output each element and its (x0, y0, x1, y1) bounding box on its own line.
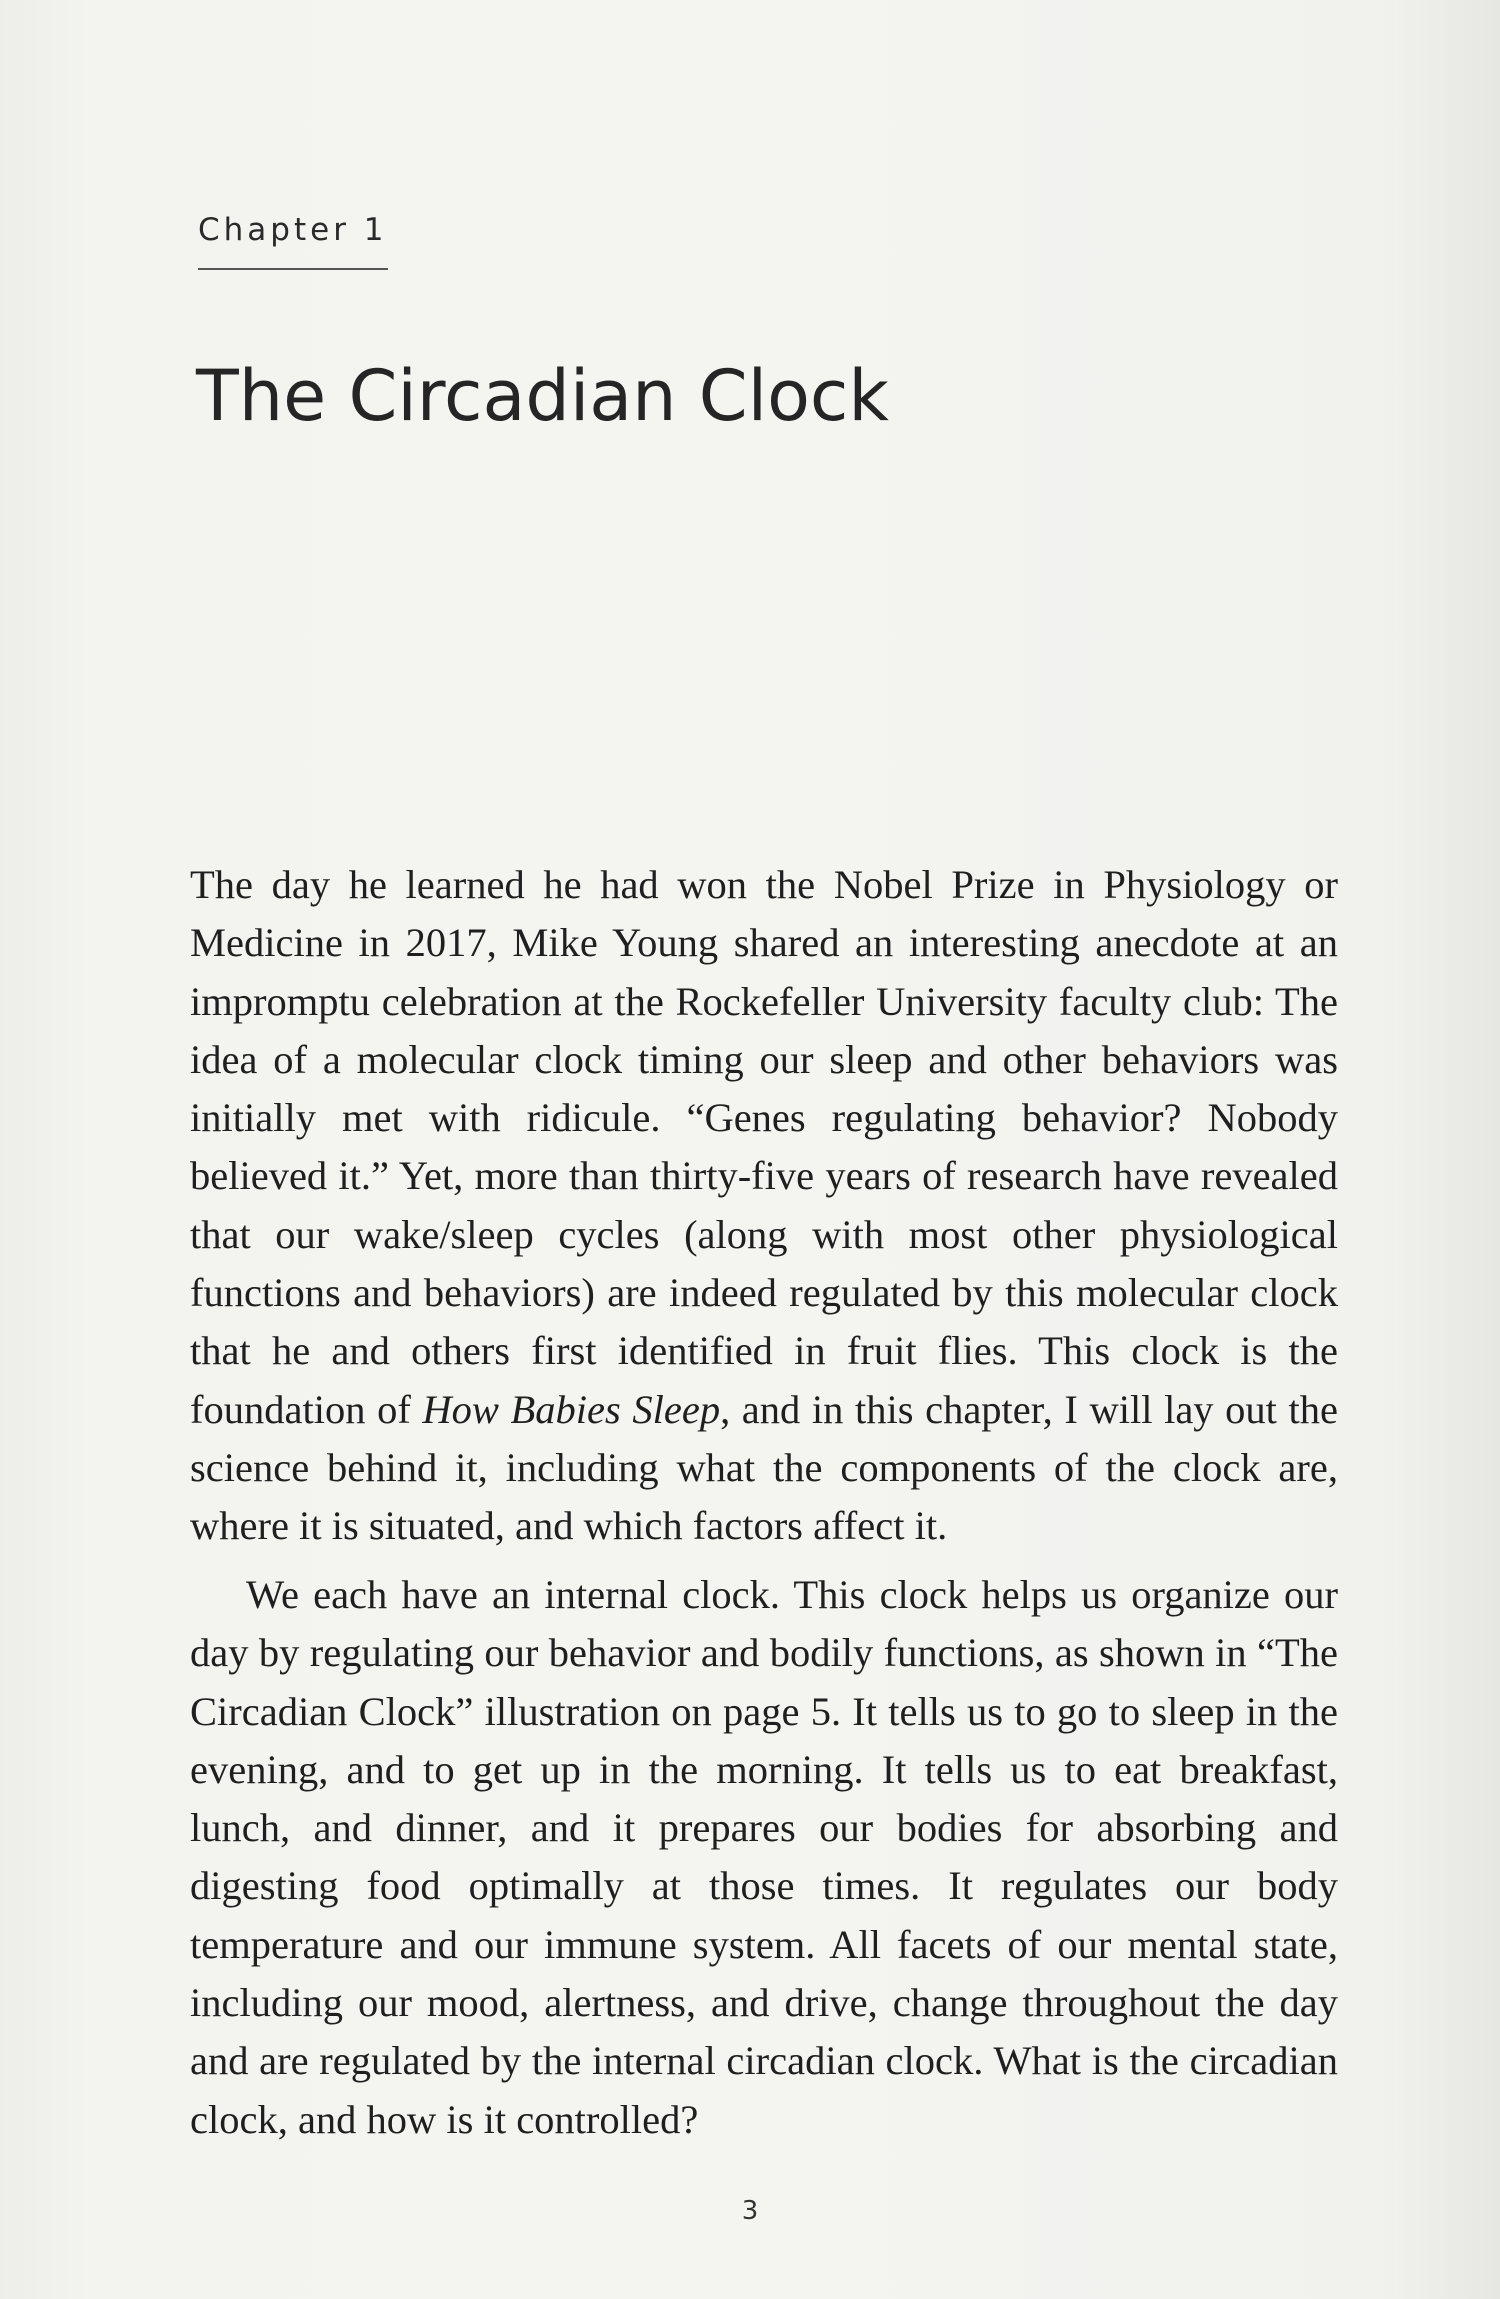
paragraph-1-text-b: , and in this chapter, I will lay out the science behind it, including what the components of the clock are, where it is situated, and which factors affect it. (190, 1386, 1338, 1549)
book-title-italic: How Babies Sleep (422, 1386, 721, 1432)
page-number: 3 (741, 2196, 759, 2226)
paragraph-1-text-a: The day he learned he had won the Nobel Prize in Physiology or Medicine in 2017, Mike Young shared an interesting anecdote at an impromptu celebration at the Rockefeller University faculty club: The idea of a molecular clock timing our sleep and other behaviors was initially met with ridicule. “Genes regulating behavior? Nobody believed it.” Yet, more than thirty-five years of research have revealed that our wake/sleep cycles (along with most other physiological functions and behaviors) are indeed regulated by this molecular clock that he and others first identified in fruit flies. This clock is the foundation of (190, 862, 1338, 1432)
paragraph-1 (190, 856, 1338, 1556)
chapter-title: The Circadian Clock (196, 355, 889, 437)
chapter-label: Chapter 1 (198, 212, 388, 248)
chapter-underline (198, 268, 388, 270)
paragraph-2: We each have an internal clock. This clock helps us organize our day by regulating our behavior and bodily functions, as shown in “The Circadian Clock” illustration on page 5. It tells us to go to sleep in the evening, and to get up in the morning. It tells us to eat breakfast, lunch, and dinner, and it prepares our bodies for absorbing and digesting food optimally at those times. It regulates our body temperature and our immune system. All facets of our mental state, including our mood, alertness, and drive, change throughout the day and are regulated by the internal circadian clock. What is the circadian clock, and how is it controlled? (190, 1572, 1338, 2142)
